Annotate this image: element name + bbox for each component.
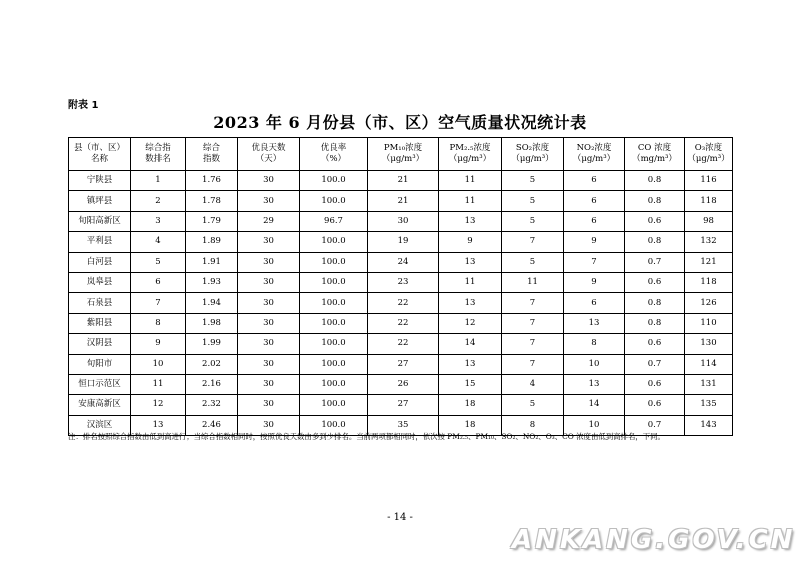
table-title: 2023 年 6 月份县（市、区）空气质量状况统计表 xyxy=(213,113,587,132)
attachment-label: 附表 1 xyxy=(68,100,99,111)
table-cell: 130 xyxy=(685,334,733,354)
table-body xyxy=(69,171,733,436)
table-cell: 135 xyxy=(685,395,733,415)
table-cell: 1.76 xyxy=(186,171,238,191)
table-cell: 旬阳高新区 xyxy=(69,211,131,231)
table-cell: 9 xyxy=(131,334,186,354)
table-cell: 10 xyxy=(564,415,625,435)
table-cell: 2.46 xyxy=(186,415,238,435)
table-cell: 0.6 xyxy=(625,395,685,415)
table-cell: 100.0 xyxy=(300,334,368,354)
table-cell: 2.02 xyxy=(186,354,238,374)
column-header xyxy=(300,138,368,171)
table-cell: 21 xyxy=(368,191,439,211)
table-cell: 100.0 xyxy=(300,232,368,252)
table-cell: 27 xyxy=(368,354,439,374)
column-header-line: （%） xyxy=(320,154,347,164)
table-cell: 13 xyxy=(439,252,502,272)
table-cell: 1.78 xyxy=(186,191,238,211)
table-cell: 126 xyxy=(685,293,733,313)
table-cell: 0.6 xyxy=(625,334,685,354)
table-cell: 8 xyxy=(502,415,564,435)
column-header-line: （μg/m³） xyxy=(448,154,492,164)
table-cell: 恒口示范区 xyxy=(69,374,131,394)
table-cell: 98 xyxy=(685,211,733,231)
table-cell: 14 xyxy=(564,395,625,415)
table-cell: 100.0 xyxy=(300,293,368,313)
table-cell: 0.8 xyxy=(625,313,685,333)
column-header-line: （μg/m³） xyxy=(381,154,425,164)
table-cell: 100.0 xyxy=(300,374,368,394)
column-header xyxy=(685,138,733,171)
column-header-line: （天） xyxy=(255,154,282,164)
table-cell: 平利县 xyxy=(69,232,131,252)
table-cell: 2.16 xyxy=(186,374,238,394)
table-cell: 24 xyxy=(368,252,439,272)
table-cell: 5 xyxy=(502,252,564,272)
column-header-line: （μg/m³） xyxy=(687,154,730,164)
table-cell: 2.32 xyxy=(186,395,238,415)
table-cell: 5 xyxy=(502,191,564,211)
table-cell: 2 xyxy=(131,191,186,211)
column-header-line: 县（市、区） xyxy=(73,143,125,153)
table-cell: 143 xyxy=(685,415,733,435)
table-cell: 0.7 xyxy=(625,354,685,374)
table-cell: 96.7 xyxy=(300,211,368,231)
table-cell: 26 xyxy=(368,374,439,394)
page-number: - 14 - xyxy=(387,512,413,523)
table-cell: 9 xyxy=(564,272,625,292)
table-cell: 15 xyxy=(439,374,502,394)
table-cell: 11 xyxy=(131,374,186,394)
table-cell: 汉滨区 xyxy=(69,415,131,435)
table-cell: 7 xyxy=(502,334,564,354)
table-cell: 132 xyxy=(685,232,733,252)
table-cell: 6 xyxy=(564,171,625,191)
table-cell: 8 xyxy=(131,313,186,333)
table-cell: 5 xyxy=(502,171,564,191)
table-cell: 1.98 xyxy=(186,313,238,333)
column-header xyxy=(131,138,186,171)
table-cell: 22 xyxy=(368,293,439,313)
table-cell: 12 xyxy=(439,313,502,333)
column-header-line: 名称 xyxy=(90,154,108,164)
table-cell: 30 xyxy=(238,272,300,292)
table-cell: 21 xyxy=(368,171,439,191)
column-header xyxy=(238,138,300,171)
table-cell: 7 xyxy=(502,293,564,313)
table-cell: 5 xyxy=(502,395,564,415)
table-cell: 10 xyxy=(564,354,625,374)
table-row xyxy=(69,272,733,292)
column-header xyxy=(439,138,502,171)
table-cell: 22 xyxy=(368,313,439,333)
column-header-line: （μg/m³） xyxy=(511,154,554,164)
table-cell: 镇坪县 xyxy=(69,191,131,211)
table-cell: 116 xyxy=(685,171,733,191)
table-cell: 9 xyxy=(564,232,625,252)
table-cell: 4 xyxy=(502,374,564,394)
table-cell: 13 xyxy=(564,313,625,333)
table-cell: 7 xyxy=(564,252,625,272)
table-cell: 11 xyxy=(439,272,502,292)
table-cell: 0.7 xyxy=(625,252,685,272)
table-cell: 1.91 xyxy=(186,252,238,272)
table-cell: 30 xyxy=(238,232,300,252)
table-cell: 35 xyxy=(368,415,439,435)
table-cell: 0.6 xyxy=(625,272,685,292)
column-header-line: 综合 xyxy=(202,143,220,153)
table-cell: 100.0 xyxy=(300,171,368,191)
table-cell: 30 xyxy=(368,211,439,231)
table-cell: 30 xyxy=(238,395,300,415)
column-header xyxy=(564,138,625,171)
table-cell: 10 xyxy=(131,354,186,374)
header-row xyxy=(69,138,733,171)
table-row xyxy=(69,313,733,333)
air-quality-table xyxy=(68,137,733,436)
table-cell: 7 xyxy=(131,293,186,313)
column-header-line: PM₁₀浓度 xyxy=(383,143,423,153)
table-cell: 宁陕县 xyxy=(69,171,131,191)
column-header xyxy=(502,138,564,171)
table-cell: 1.93 xyxy=(186,272,238,292)
table-cell: 紫阳县 xyxy=(69,313,131,333)
table-cell: 1.89 xyxy=(186,232,238,252)
table-cell: 0.6 xyxy=(625,374,685,394)
table-cell: 30 xyxy=(238,171,300,191)
table-cell: 19 xyxy=(368,232,439,252)
footnote: 注：排名按照综合指数由低到高进行；当综合指数相同时，按照优良天数由多到少排名。当前两项都相同时，依次按 PM₂.₅、PM₁₀、SO₂、NO₂、O₃、CO 浓度由低到高排名，下同。 xyxy=(68,432,665,441)
column-header xyxy=(368,138,439,171)
column-header xyxy=(625,138,685,171)
table-cell: 13 xyxy=(439,354,502,374)
table-cell: 0.8 xyxy=(625,171,685,191)
table-cell: 白河县 xyxy=(69,252,131,272)
table-cell: 30 xyxy=(238,313,300,333)
table-cell: 0.7 xyxy=(625,415,685,435)
table-cell: 石泉县 xyxy=(69,293,131,313)
column-header-line: 优良率 xyxy=(320,143,347,153)
table-cell: 30 xyxy=(238,293,300,313)
table-cell: 旬阳市 xyxy=(69,354,131,374)
table-row xyxy=(69,374,733,394)
table-cell: 9 xyxy=(439,232,502,252)
table-cell: 4 xyxy=(131,232,186,252)
table-cell: 131 xyxy=(685,374,733,394)
table-row xyxy=(69,293,733,313)
column-header-line: NO₂浓度 xyxy=(576,143,612,153)
table-cell: 13 xyxy=(439,293,502,313)
table-cell: 118 xyxy=(685,191,733,211)
table-cell: 100.0 xyxy=(300,415,368,435)
table-cell: 30 xyxy=(238,334,300,354)
table-cell: 汉阴县 xyxy=(69,334,131,354)
table-cell: 121 xyxy=(685,252,733,272)
table-cell: 3 xyxy=(131,211,186,231)
table-row xyxy=(69,171,733,191)
table-cell: 30 xyxy=(238,415,300,435)
table-cell: 8 xyxy=(564,334,625,354)
column-header-line: 综合指 xyxy=(145,143,171,153)
table-row xyxy=(69,252,733,272)
table-cell: 100.0 xyxy=(300,354,368,374)
table-cell: 23 xyxy=(368,272,439,292)
table-row xyxy=(69,191,733,211)
table-cell: 11 xyxy=(502,272,564,292)
table-cell: 13 xyxy=(439,211,502,231)
table-cell: 0.8 xyxy=(625,293,685,313)
table-row xyxy=(69,334,733,354)
table-cell: 18 xyxy=(439,415,502,435)
site-watermark: ANKANG.GOV.CN xyxy=(512,525,796,555)
column-header-line: SO₂浓度 xyxy=(515,143,550,153)
table-cell: 0.8 xyxy=(625,232,685,252)
table-cell: 安康高新区 xyxy=(69,395,131,415)
table-cell: 5 xyxy=(131,252,186,272)
table-cell: 0.8 xyxy=(625,191,685,211)
column-header-line: 数排名 xyxy=(145,154,171,164)
table-cell: 100.0 xyxy=(300,252,368,272)
column-header-line: CO 浓度 xyxy=(637,143,672,153)
table-row xyxy=(69,395,733,415)
table-cell: 18 xyxy=(439,395,502,415)
table-row xyxy=(69,232,733,252)
table-cell: 30 xyxy=(238,191,300,211)
table-cell: 14 xyxy=(439,334,502,354)
table-cell: 27 xyxy=(368,395,439,415)
table-cell: 7 xyxy=(502,313,564,333)
table-cell: 7 xyxy=(502,354,564,374)
table-cell: 100.0 xyxy=(300,272,368,292)
table-cell: 118 xyxy=(685,272,733,292)
table-cell: 7 xyxy=(502,232,564,252)
table-cell: 6 xyxy=(564,211,625,231)
table-cell: 1.79 xyxy=(186,211,238,231)
column-header-line: 优良天数 xyxy=(251,143,286,153)
table-cell: 11 xyxy=(439,191,502,211)
table-cell: 29 xyxy=(238,211,300,231)
column-header xyxy=(186,138,238,171)
table-cell: 11 xyxy=(439,171,502,191)
table-cell: 30 xyxy=(238,374,300,394)
column-header-line: （μg/m³） xyxy=(572,154,616,164)
column-header-line: PM₂.₅浓度 xyxy=(449,143,491,153)
table-cell: 13 xyxy=(564,374,625,394)
table-cell: 114 xyxy=(685,354,733,374)
column-header-line: O₃浓度 xyxy=(694,143,723,153)
table-cell: 12 xyxy=(131,395,186,415)
table-cell: 6 xyxy=(564,293,625,313)
column-header xyxy=(69,138,131,171)
table-cell: 30 xyxy=(238,354,300,374)
table-cell: 100.0 xyxy=(300,395,368,415)
table-cell: 30 xyxy=(238,252,300,272)
table-cell: 110 xyxy=(685,313,733,333)
table-cell: 100.0 xyxy=(300,191,368,211)
table-row xyxy=(69,354,733,374)
table-cell: 6 xyxy=(564,191,625,211)
column-header-line: 指数 xyxy=(202,154,220,164)
column-header-line: （mg/m³） xyxy=(632,154,677,164)
table-cell: 6 xyxy=(131,272,186,292)
table-cell: 22 xyxy=(368,334,439,354)
table-cell: 岚皋县 xyxy=(69,272,131,292)
table-cell: 1.99 xyxy=(186,334,238,354)
table-cell: 13 xyxy=(131,415,186,435)
table-cell: 5 xyxy=(502,211,564,231)
table-cell: 1.94 xyxy=(186,293,238,313)
table-row xyxy=(69,211,733,231)
table-cell: 0.6 xyxy=(625,211,685,231)
table-cell: 100.0 xyxy=(300,313,368,333)
table-cell: 1 xyxy=(131,171,186,191)
